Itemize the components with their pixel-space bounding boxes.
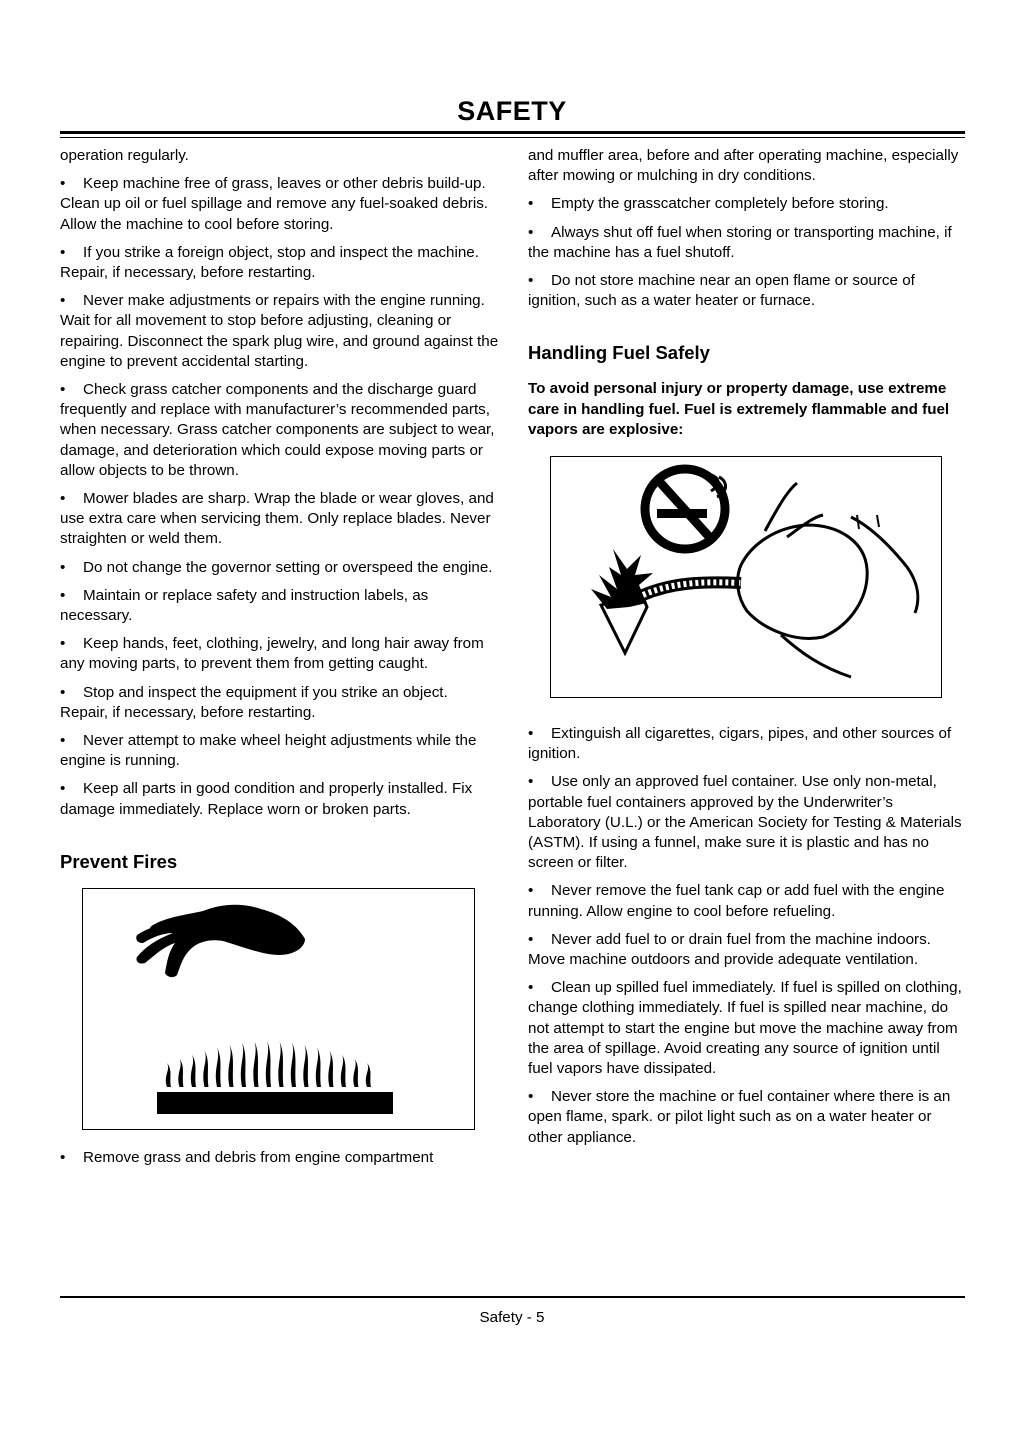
bullet-icon: • [528,725,534,743]
page-title: SAFETY [457,96,567,126]
bullet-text: Never remove the fuel tank cap or add fuel with the engine running. Allow engine to cool before refueling. [528,882,945,920]
flame-shape [166,1063,171,1087]
bullet-text: Keep all parts in good condition and properly installed. Fix damage immediately. Replace worn or broken parts. [60,780,473,818]
bullet-item [60,558,500,578]
bullet-text: Keep hands, feet, clothing, jewelry, and long hair away from any moving parts, to prevent them from getting caught. [60,635,484,673]
bullet-icon: • [528,930,534,948]
bullet-text: Clean up spilled fuel immediately. If fuel is spilled on clothing, change clothing immediately. If fuel is spilled near machine, do not attempt to start the engine but move the machine away from the area of spillage. Avoid creating any source of ignition until fuel vapors have dissipated. [528,979,962,1078]
bullet-icon: • [60,732,66,750]
bullet-item [528,194,968,214]
prevent-fires-heading: Prevent Fires [60,850,178,872]
bullet-text: Keep machine free of grass, leaves or other debris build-up. Clean up oil or fuel spillage and remove any fuel-soaked debris. Allow the machine to cool before storing. [60,175,489,233]
bullet-icon: • [60,1148,66,1166]
bullet-icon: • [60,558,66,576]
bullet-item [60,1148,500,1168]
bullet-text: Remove grass and debris from engine compartment [83,1148,434,1166]
bullet-item [528,271,968,311]
flame-shape [241,1043,246,1087]
bullet-item [60,586,500,626]
flame-shape [178,1059,183,1087]
flame-shape [316,1047,321,1087]
right-bullets-2 [528,724,968,1148]
bullet-item [60,683,500,723]
bullet-text: Do not change the governor setting or overspeed the engine. [83,558,493,576]
bullet-item [60,174,500,235]
flame-shape [266,1041,271,1087]
flame-shape [328,1051,333,1087]
bullet-item [528,1087,968,1148]
bullet-item [528,772,968,873]
flame-shape [353,1059,358,1087]
bullet-icon: • [528,195,534,213]
bullet-text: Always shut off fuel when storing or transporting machine, if the machine has a fuel shutoff. [528,223,952,261]
bullet-text: Extinguish all cigarettes, cigars, pipes, and other sources of ignition. [528,725,952,763]
bullet-icon: • [60,635,66,653]
bullet-icon: • [528,1088,534,1106]
bullet-text: Do not store machine near an open flame or source of ignition, such as a water heater or furnace. [528,272,915,310]
bullet-item [60,243,500,283]
bullet-icon: • [60,586,66,604]
bullet-icon: • [528,979,534,997]
fuel-warning: To avoid personal injury or property damage, use extreme care in handling fuel. Fuel is extremely flammable and fuel vapors are explosive: [528,380,950,438]
flame-shape [216,1047,221,1087]
bullet-item [60,779,500,819]
flame-shape [228,1045,233,1087]
bullet-icon: • [528,773,534,791]
right-bullets-1 [528,194,968,311]
right-continuation: and muffler area, before and after operating machine, especially after mowing or mulching in dry conditions. [528,147,959,185]
bullet-text: Maintain or replace safety and instruction labels, as necessary. [60,586,429,625]
bullet-item [528,978,968,1079]
bullet-item [528,724,968,764]
bullet-text: Never add fuel to or drain fuel from the machine indoors. Move machine outdoors and provide adequate ventilation. [528,930,931,969]
bullet-icon: • [60,683,66,701]
left-bullets-1 [60,174,500,820]
bullet-item [528,881,968,921]
bullet-item [60,489,500,550]
flame-shape [278,1041,283,1087]
flame-shape [253,1041,258,1087]
bullet-item [528,223,968,263]
bullet-text: Stop and inspect the equipment if you strike an object. Repair, if necessary, before restarting. [60,683,448,721]
bullet-text: Empty the grasscatcher completely before storing. [551,195,889,213]
footer-rule [60,1296,965,1298]
header-rule-thick [60,131,965,134]
bullet-icon: • [60,175,66,193]
bullet-text: Mower blades are sharp. Wrap the blade or wear gloves, and use extra care when servicing them. Only replace blades. Never straighten or weld them. [60,490,494,548]
left-intro: operation regularly. [60,147,189,164]
right-column [528,146,968,1156]
left-bullets-2 [60,1148,500,1168]
bullet-icon: • [528,223,534,241]
header-rule-thin [60,137,965,138]
left-column [60,146,500,1176]
bullet-icon: • [528,882,534,900]
flame-shape [203,1051,208,1087]
bullet-text: Use only an approved fuel container. Use only non-metal, portable fuel containers approved by the Underwriter’s Laboratory (U.L.) or the American Society for Testing & Materials (ASTM). If using a funnel, make sure it is plastic and has no screen or filter. [528,773,962,872]
bullet-text: Never make adjustments or repairs with the engine running. Wait for all movement to stop before adjusting, cleaning or repairing. Disconnect the spark plug wire, and ground against the engine to prevent accidental starting. [60,292,499,370]
bullet-item [60,380,500,481]
bullet-icon: • [60,381,66,399]
bullet-item [528,930,968,970]
bullet-icon: • [60,292,66,310]
handling-fuel-heading: Handling Fuel Safely [528,342,710,364]
flame-shape [366,1063,371,1087]
bullet-icon: • [60,490,66,508]
bullet-text: Never store the machine or fuel container where there is an open flame, spark. or pilot light such as on a water heater or other appliance. [528,1088,951,1146]
bullet-icon: • [528,272,534,290]
flame-shape [303,1045,308,1087]
bullet-icon: • [60,243,66,261]
bullet-item [60,731,500,771]
bullet-text: Check grass catcher components and the discharge guard frequently and replace with manufacturer’s recommended parts, when necessary. Grass catcher components are subject to wear, damage, and deterioration which could expose moving parts or allow objects to be thrown. [60,381,495,479]
bullet-icon: • [60,780,66,798]
bullet-text: Never attempt to make wheel height adjustments while the engine is running. [60,732,477,770]
no-smoking-refuel-icon [550,456,942,698]
flame-shape [191,1054,196,1086]
hand-over-fire-icon [82,888,475,1130]
bullet-item [60,291,500,372]
flame-shape [341,1054,346,1086]
bullet-text: If you strike a foreign object, stop and inspect the machine. Repair, if necessary, before restarting. [60,243,479,282]
flame-shape [291,1043,296,1087]
bullet-item [60,634,500,674]
page-number: Safety - 5 [479,1309,545,1326]
